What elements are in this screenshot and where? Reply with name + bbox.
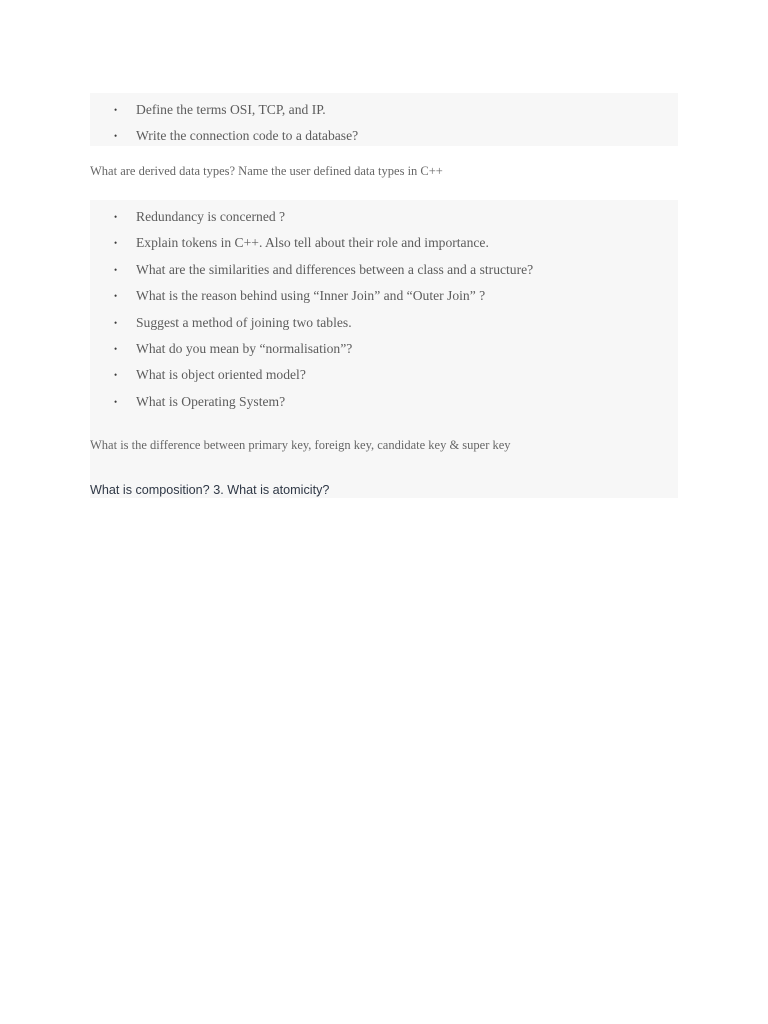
list-item xyxy=(90,283,678,309)
bullet-icon: • xyxy=(114,131,118,142)
bullet-icon: • xyxy=(114,291,118,302)
list-item xyxy=(90,257,678,283)
bullet-icon: • xyxy=(114,264,118,275)
list-item-text: Suggest a method of joining two tables. xyxy=(136,314,352,330)
bullet-icon: • xyxy=(114,396,118,407)
list-item-text: Redundancy is concerned ? xyxy=(136,209,286,224)
list-item xyxy=(90,204,678,230)
bullet-icon: • xyxy=(114,238,118,249)
question-paragraph: What is the difference between primary key, foreign key, candidate key & super key xyxy=(90,438,511,452)
bullet-icon: • xyxy=(114,105,118,115)
list-item xyxy=(90,336,678,362)
list-item-text: What is Operating System? xyxy=(136,393,286,409)
list-item xyxy=(90,97,678,123)
list-item-text: Define the terms OSI, TCP, and IP. xyxy=(136,102,326,117)
list-item xyxy=(90,230,678,256)
question-paragraph: What is composition? 3. What is atomicity? xyxy=(90,483,330,497)
list-item xyxy=(90,310,678,336)
bullet-icon: • xyxy=(114,370,118,381)
list-item xyxy=(90,362,678,388)
question-list xyxy=(90,204,678,415)
list-item-text: What are the similarities and differences between a class and a structure? xyxy=(136,261,534,277)
list-item-text: What is object oriented model? xyxy=(136,367,306,383)
list-item xyxy=(90,123,678,149)
list-item-text: What is the reason behind using “Inner Join” and “Outer Join” ? xyxy=(136,288,486,304)
question-list xyxy=(90,97,678,150)
list-item-text: Write the connection code to a database? xyxy=(136,128,359,144)
list-item-text: What do you mean by “normalisation”? xyxy=(136,340,353,356)
question-paragraph: What are derived data types? Name the user defined data types in C++ xyxy=(90,164,443,178)
list-item xyxy=(90,389,678,415)
bullet-icon: • xyxy=(114,212,118,222)
bullet-icon: • xyxy=(114,343,118,354)
list-item-text: Explain tokens in C++. Also tell about their role and importance. xyxy=(136,235,489,251)
bullet-icon: • xyxy=(114,317,118,328)
